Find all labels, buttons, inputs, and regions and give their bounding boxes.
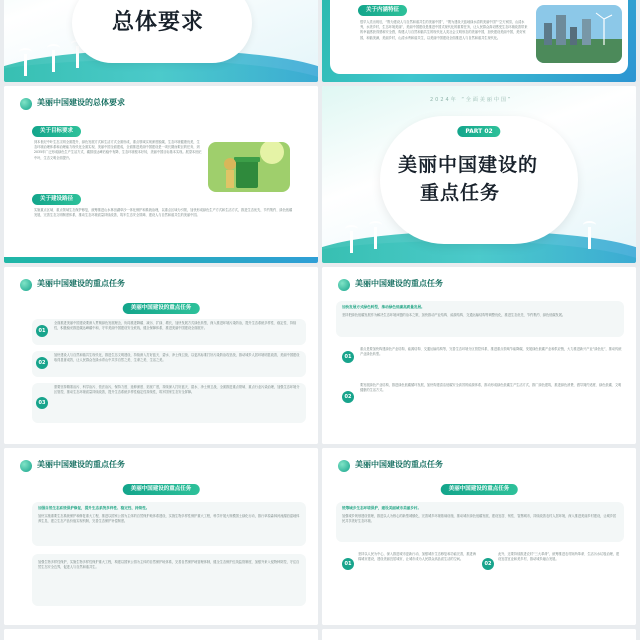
wind-turbine-icon <box>52 50 55 72</box>
slide-7[interactable] <box>4 448 318 625</box>
slide-heading: 美丽中国建设的重点任务 <box>355 279 443 288</box>
bottom-bar <box>4 257 318 263</box>
section-title-line-1: 美丽中国建设的 <box>398 154 539 176</box>
recycling-bin-photo <box>208 142 290 192</box>
section-title-line-2: 重点任务 <box>420 182 501 204</box>
section-pill: 关于内涵特征 <box>358 5 407 16</box>
slide-3[interactable] <box>4 86 318 263</box>
wind-turbine-icon <box>76 46 79 68</box>
item-text: 加快建设人与自然和谐共生现代化，推进生态文明建设，持续深入打好蓝天、碧水、净土保卫战，以更高标准打好污染防治攻坚战，推动城乡人居环境明显改善，美丽中国建设取得显著成效，让人民群众在绿水青山中共享自然之美、生命之美、生活之美。 <box>54 353 300 363</box>
item-text: 此外，还要持续推进农村“三大革命”，统筹推进农村厕所革命、生活污水垃圾治理，建设宜居宜业和美乡村，推动城乡融合发展。 <box>498 552 620 562</box>
wind-turbine-icon <box>24 54 27 76</box>
slide-background <box>4 629 318 640</box>
slide-9[interactable] <box>4 629 318 640</box>
wind-turbine-icon <box>374 227 377 249</box>
highlight-text: 加强自然生态系统保护修复，提升生态系统多样性、稳定性、持续性。 <box>38 506 150 510</box>
wind-turbine-icon <box>588 227 591 249</box>
slide-heading: 美丽中国建设的总体要求 <box>37 98 125 107</box>
wind-turbine-icon <box>350 231 353 253</box>
slide-background <box>322 629 636 640</box>
body-text: 实施重点区域、重点领域生态保护修复，统筹推进山水林田湖草沙一体化保护和系统治理，以重点区域为引领，加快形成绿色生产方式和生活方式，推进生态优先、节约集约、绿色低碳发展，完善生态文明制度体系，推动生态环境质量持续改善，筑牢生态安全屏障，建设人与自然和谐共生的美丽中国。 <box>34 208 293 218</box>
item-text: 全面推进美丽中国建设要深入贯彻绿色发展理念，协同推进降碳、减污、扩绿、增长，加快发展方式绿色转型，深入推进环境污染防治，提升生态系统多样性、稳定性、持续性，积极稳妥推进碳达峰碳中和，守牢美丽中国建设安全底线，健全保障体系，推进美丽中国建设全面展开。 <box>54 321 297 331</box>
item-text: 坚持以人民为中心，深入推进城市更新行动，加强城市生态修复和功能完善，推进海绵城市建设，建设美丽宜居城市，让城市成为人民群众高品质生活的空间。 <box>358 552 476 562</box>
city-wind-photo <box>536 5 622 63</box>
item-text: 要发展绿色产业结构，推进绿色低碳循环发展，加快构建清洁低碳安全高效的能源体系，推动形成绿色低碳生产生活方式，推广绿色建筑，推进绿色消费，倡导简约适度、绿色低碳、文明健康的生活方式。 <box>360 383 622 393</box>
bullet-dot-icon <box>20 98 32 110</box>
section-pill: 美丽中国建设的重点任务 <box>123 303 200 314</box>
slide-2[interactable] <box>322 0 636 82</box>
slide-5[interactable] <box>4 267 318 444</box>
item-number: 02 <box>36 357 48 369</box>
slide-title: 总体要求 <box>112 9 205 35</box>
slide-heading: 美丽中国建设的重点任务 <box>37 460 125 469</box>
intro-text: 加强城乡规划建设管理，推进以人为核心的新型城镇化，完善城乡环境基础设施，推动城市绿色低碳发展，建设宜居、韧性、智慧城市，持续改善农村人居环境，深入推进美丽乡村建设，让城乡居民共享美好生态环境。 <box>342 514 617 524</box>
slide-6[interactable] <box>322 267 636 444</box>
body-text: 很早人类出现后，“既为建设人与自然和谐共生的美丽中国”，“既为建设天蓝地绿水清的美丽中国”“空天家园，山清水秀，水美乡村，生态环境美丽”，美丽中国建设是推进中国式现代化的重要任务，让人民群众真切感受生态环境改善带来的幸福感获得感和安全感，构建人与自然和谐共生的现代化人类社会文明形态的美丽中国，加快建设美丽中国，美好家园，和谐美满，美丽乡村，山清水秀和谐共生，以美丽中国建设全面推进人与自然和谐共生现代化。 <box>360 20 528 40</box>
item-number: 02 <box>342 391 354 403</box>
slide-4[interactable] <box>322 86 636 263</box>
item-number: 01 <box>342 558 354 570</box>
bullet-dot-icon <box>20 460 32 472</box>
part-label: PART 02 <box>457 126 500 137</box>
body-text: 加快实施重要生态系统保护和修复重大工程，推进以国家公园为主体的自然保护地体系建设，实施生物多样性保护重大工程，科学开展大规模国土绿化行动，推行草原森林河流湖泊湿地休养生息，建立生态产品价值实现机制，完善生态保护补偿制度。 <box>38 514 300 524</box>
slide-heading: 美丽中国建设的重点任务 <box>37 279 125 288</box>
item-number: 01 <box>342 351 354 363</box>
section-pill: 美丽中国建设的重点任务 <box>123 484 200 495</box>
bullet-dot-icon <box>338 460 350 472</box>
body-text: 到本世纪中叶生态文明全面提升，绿色发展方式和生活方式全面形成，重点领域实现深度脱碳，生态环境健康优美，生态环境治理体系和治理能力现代化全面实现，美丽中国全面建成，全面推进美丽中国建设是一项长期而艰巨的任务，到2035年广泛形成绿色生产生活方式，碳排放达峰后稳中有降，生态环境根本好转，美丽中国目标基本实现。展望本世纪中叶，生态文明全面提升。 <box>34 140 202 160</box>
item-number: 03 <box>36 397 48 409</box>
section-pill: 关于建设路径 <box>32 194 81 205</box>
bullet-dot-icon <box>20 279 32 291</box>
body-text: 加强生物多样性保护，实施生物多样性保护重大工程，构建以国家公园为主体的自然保护地体系，完善自然保护地管理体制，健全生态保护红线监管制度，加强外来入侵物种防控，守住自然生态安全边界，促进人与自然和谐共生。 <box>38 560 300 570</box>
item-text: 需要坚持精准治污、科学治污、依法治污，保持力度、延伸深度、拓宽广度，持续深入打好蓝天、碧水、净土保卫战，全面推进重点领域、重点行业污染治理，加强生态环境分区管控，推动生态环境质量持续改善，提升生态系统多样性稳定性持续性，筑牢国家生态安全屏障。 <box>54 385 300 395</box>
tagline: 2024年 “全面美丽中国” <box>430 97 513 103</box>
highlight-text: 加快发展方式绿色转型，推动绿色低碳高质量发展。 <box>342 305 425 309</box>
item-number: 01 <box>36 325 48 337</box>
section-pill: 美丽中国建设的重点任务 <box>441 484 518 495</box>
slide-1[interactable] <box>4 0 318 82</box>
slide-8[interactable] <box>322 448 636 625</box>
intro-text: 坚持把绿色低碳发展作为解决生态环境问题的治本之策，加快推动产业结构、能源结构、交通运输结构等调整优化，推进生态优先、节约集约、绿色低碳发展。 <box>342 313 566 317</box>
item-text: 重点是要加快构建绿色产业结构，能源结构、交通运输结构等，完善生态环境分区管控体系，推进重点领域节能降碳，发展绿色低碳产业和供应链，大力推进新兴产业“绿色化”，推动传统产业绿色转型。 <box>360 347 622 357</box>
slide-10[interactable] <box>322 629 636 640</box>
item-number: 02 <box>482 558 494 570</box>
highlight-text: 统筹城乡生态环境保护，建设美丽城市美丽乡村。 <box>342 506 422 510</box>
bullet-dot-icon <box>338 279 350 291</box>
section-pill: 关于目标要求 <box>32 126 81 137</box>
slide-heading: 美丽中国建设的重点任务 <box>355 460 443 469</box>
